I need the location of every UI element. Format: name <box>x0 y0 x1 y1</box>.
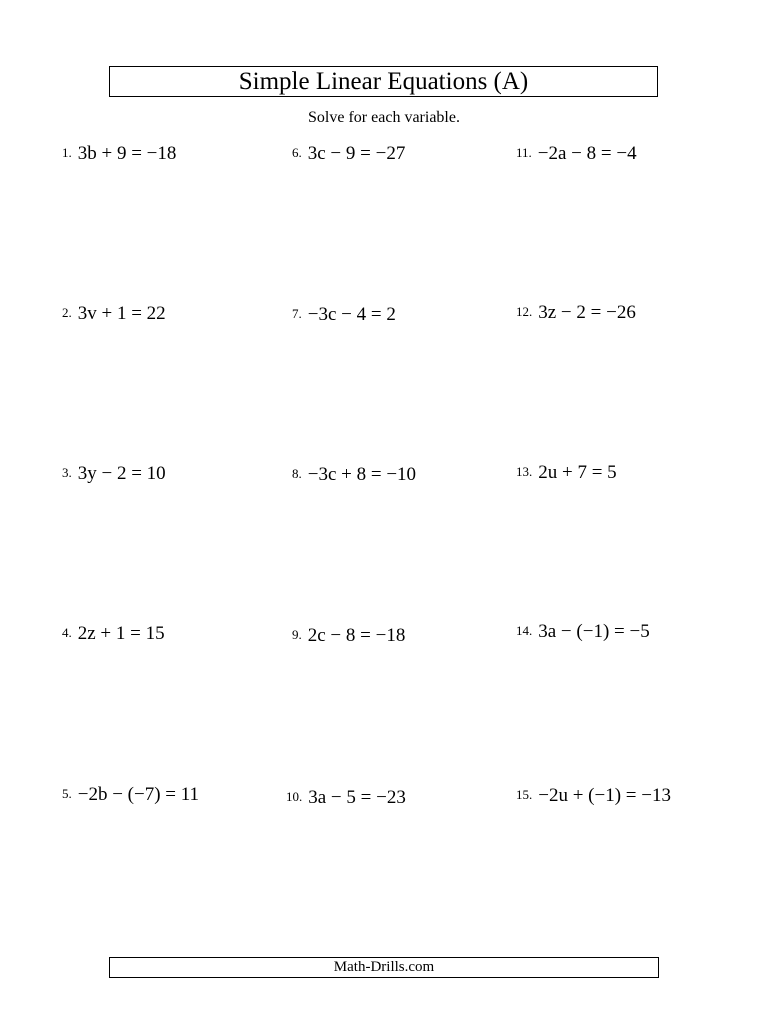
problem-number: 4. <box>62 625 72 640</box>
problem-8 <box>292 464 416 486</box>
problem-11 <box>516 143 637 165</box>
problem-6 <box>292 143 405 165</box>
problem-number: 1. <box>62 145 72 160</box>
problem-9 <box>292 625 405 647</box>
problem-number: 13. <box>516 464 533 479</box>
problem-equation: 3z − 2 = −26 <box>538 302 636 323</box>
problem-number: 12. <box>516 304 533 319</box>
problem-equation: −2a − 8 = −4 <box>537 143 637 164</box>
problem-10 <box>286 787 406 809</box>
problem-number: 15. <box>516 787 533 802</box>
problem-number: 7. <box>292 306 302 321</box>
problem-equation: 3c − 9 = −27 <box>307 143 406 164</box>
problem-15 <box>516 785 671 807</box>
title-box <box>109 66 658 97</box>
problem-1 <box>62 143 176 165</box>
problem-number: 8. <box>292 466 302 481</box>
problem-number: 10. <box>286 789 303 804</box>
problem-number: 9. <box>292 627 302 642</box>
problem-equation: 3a − (−1) = −5 <box>538 621 650 642</box>
problem-equation: 3y − 2 = 10 <box>77 463 166 484</box>
problem-number: 11. <box>516 145 532 160</box>
problem-equation: −2u + (−1) = −13 <box>538 785 671 806</box>
problem-3 <box>62 463 166 485</box>
problem-12 <box>516 302 636 324</box>
problem-equation: −2b − (−7) = 11 <box>77 784 200 805</box>
problem-equation: 2z + 1 = 15 <box>77 623 165 644</box>
problem-number: 3. <box>62 465 72 480</box>
problem-equation: 3v + 1 = 22 <box>77 303 166 324</box>
footer-box <box>109 957 659 978</box>
problem-number: 14. <box>516 623 533 638</box>
problem-number: 5. <box>62 786 72 801</box>
problem-13 <box>516 462 617 484</box>
problem-4 <box>62 623 165 645</box>
problem-14 <box>516 621 650 643</box>
problem-number: 6. <box>292 145 302 160</box>
footer-site: Math-Drills.com <box>333 959 435 975</box>
problem-equation: 3a − 5 = −23 <box>308 787 406 808</box>
problem-equation: −3c − 4 = 2 <box>307 304 396 325</box>
problem-equation: 3b + 9 = −18 <box>77 143 177 164</box>
problem-equation: 2u + 7 = 5 <box>538 462 617 483</box>
problem-5 <box>62 784 199 806</box>
instructions: Solve for each variable. <box>308 109 460 126</box>
problem-7 <box>292 304 396 326</box>
problem-2 <box>62 303 166 325</box>
problem-number: 2. <box>62 305 72 320</box>
problem-equation: 2c − 8 = −18 <box>307 625 406 646</box>
worksheet-title: Simple Linear Equations (A) <box>238 68 529 95</box>
problem-equation: −3c + 8 = −10 <box>307 464 417 485</box>
